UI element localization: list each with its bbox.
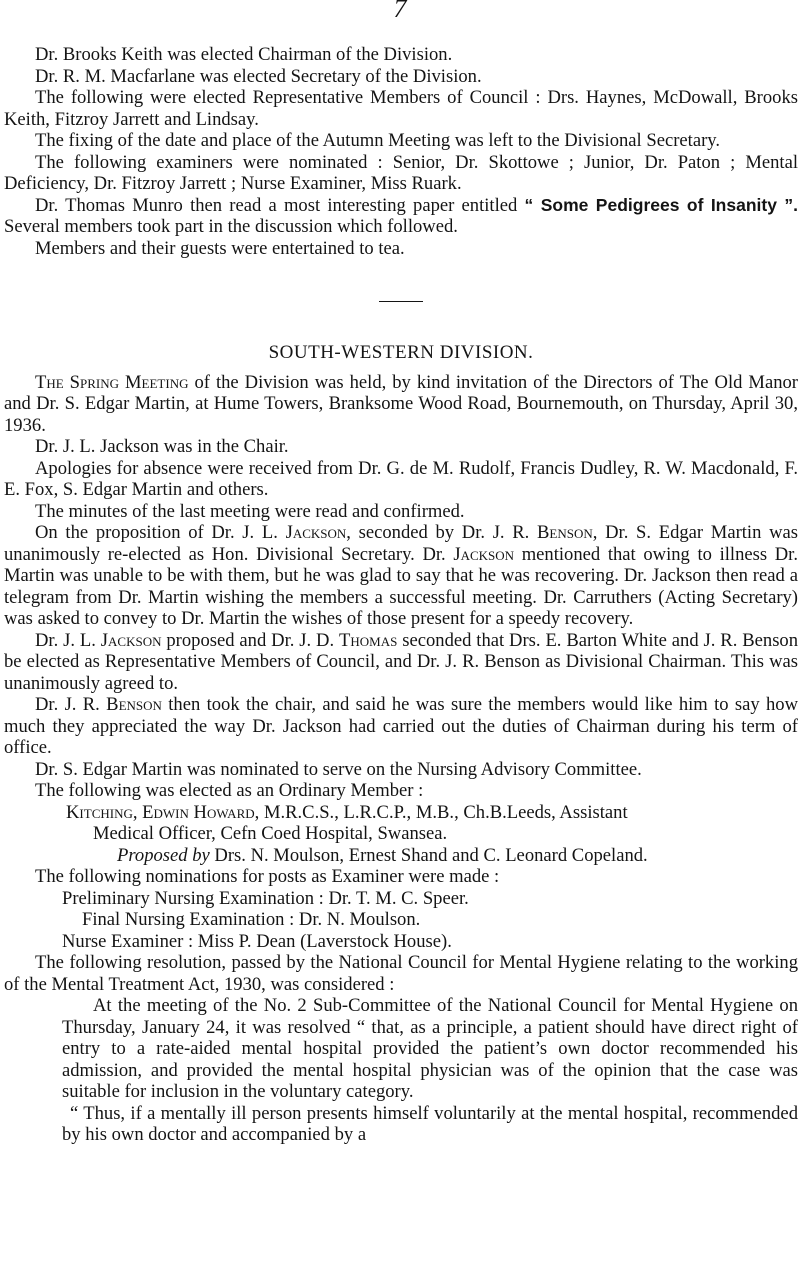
text: seconded that Drs. E. Barton White and J. R. Benson be elected as Representative Members of Council, and Dr. J. R. Benson as Divisional Chairman. This was unanimously agreed to.: [4, 629, 799, 694]
spring-meeting-lead: The Spring Meeting: [35, 371, 189, 393]
text: On the proposition of Dr. J. L.: [35, 522, 286, 543]
name-jackson: Jackson: [285, 522, 347, 543]
member-name: Kitching, Edwin Howard: [66, 801, 255, 823]
paragraph-autumn-meeting: The fixing of the date and place of the Autumn Meeting was left to the Divisional Secretary.: [35, 130, 721, 151]
munro-before: Dr. Thomas Munro then read a most interesting paper entitled: [35, 194, 525, 216]
paragraph-benson-chair: [4, 694, 798, 759]
proposed-by: [4, 845, 798, 867]
text: Dr. J. R.: [35, 694, 107, 715]
paragraph-minutes: The minutes of the last meeting were read and confirmed.: [35, 500, 465, 522]
paragraph-secretary: Dr. R. M. Macfarlane was elected Secretary of the Division.: [35, 65, 482, 87]
member-position: Medical Officer, Cefn Coed Hospital, Swansea.: [93, 823, 448, 844]
section-divider: [379, 301, 423, 302]
text: Dr. J. L.: [35, 629, 101, 651]
name-jackson: Jackson: [100, 629, 162, 651]
name-thomas: Thomas: [339, 629, 398, 651]
paragraph-nursing: Dr. S. Edgar Martin was nominated to serve on the Nursing Advisory Committee.: [35, 758, 642, 780]
paragraph-tea: Members and their guests were entertained to tea.: [35, 237, 405, 259]
munro-after: Several members took part in the discussion which followed.: [4, 216, 458, 237]
page-number: 7: [393, 0, 407, 23]
nomination-item: Nurse Examiner : Miss P. Dean (Laverstock House).: [62, 930, 452, 952]
paper-title: “ Some Pedigrees of Insanity ”.: [524, 194, 798, 215]
text: , Dr. S. Edgar Martin was unanimously re-elected as Hon. Divisional Secretary. Dr.: [4, 522, 798, 565]
paragraph-chair: Dr. J. L. Jackson was in the Chair.: [35, 436, 289, 457]
text: proposed and Dr. J. D.: [161, 629, 340, 651]
nomination-item: Final Nursing Examination : Dr. N. Moulson.: [82, 909, 421, 930]
resolution-quote: [62, 995, 798, 1146]
name-jackson: Jackson: [453, 543, 515, 565]
paragraph-spring-meeting: [4, 372, 798, 437]
proposed-names: Drs. N. Moulson, Ernest Shand and C. Leonard Copeland.: [209, 844, 648, 866]
paragraph-examiners: The following examiners were nominated : Senior, Dr. Skottowe ; Junior, Dr. Paton ; Mental Deficiency, Dr. Fitzroy Jarrett ; Nurse Examiner, Miss Ruark.: [4, 151, 798, 194]
member-entry: [66, 802, 798, 845]
text: mentioned that owing to illness Dr. Martin was unable to be with them, but he was glad to say that he was recovering. Dr. Jackson then read a telegram from Dr. Martin wishing the members a successful meeting. Dr. Carruthers (Acting Secretary) was asked to convey to Dr. Martin the wishes of those present for a speedy recovery.: [4, 543, 798, 629]
paragraph-ordinary-member: The following was elected as an Ordinary Member :: [35, 780, 424, 801]
member-qualifications: , M.R.C.S., L.R.C.P., M.B., Ch.B.Leeds, Assistant: [254, 801, 628, 823]
section-heading: SOUTH-WESTERN DIVISION.: [268, 342, 534, 363]
text: then took the chair, and said he was sure the members would like him to say how much they appreciated the way Dr. Jackson had carried out the duties of Chairman during his term of office.: [4, 694, 799, 758]
spring-meeting-rest: of the Division was held, by kind invitation of the Directors of The Old Manor and Dr. S. Edgar Martin, at Hume Towers, Branksome Wood Road, Bournemouth, on Thursday, April 30, 1936.: [4, 371, 799, 436]
paragraph-chairman: Dr. Brooks Keith was elected Chairman of the Division.: [35, 44, 453, 65]
quote-paragraph: “ Thus, if a mentally ill person presents himself voluntarily at the mental hospital, recommended by his own doctor and accompanied by a: [62, 1102, 798, 1145]
paragraph-nominations: The following nominations for posts as Examiner were made :: [35, 866, 500, 887]
paragraph-munro-paper: [4, 195, 798, 238]
text: , seconded by Dr. J. R.: [346, 522, 538, 543]
paragraph-representatives-sw: [4, 630, 798, 695]
proposed-label: Proposed by: [117, 844, 210, 866]
nomination-item: Preliminary Nursing Examination : Dr. T. M. C. Speer.: [62, 887, 469, 909]
paragraph-apologies: Apologies for absence were received from Dr. G. de M. Rudolf, Francis Dudley, R. W. Macdonald, F. E. Fox, S. Edgar Martin and others.: [4, 457, 798, 500]
paragraph-resolution: The following resolution, passed by the National Council for Mental Hygiene relating to the working of the Mental Treatment Act, 1930, was considered :: [4, 952, 798, 995]
name-benson: Benson: [106, 694, 162, 715]
body-text: [4, 44, 798, 1146]
paragraph-proposition: [4, 522, 798, 630]
quote-paragraph: At the meeting of the No. 2 Sub-Committee of the National Council for Mental Hygiene on Thursday, January 24, it was resolved “ that, as a principle, a patient should have direct right of entry to a rate-aided mental hospital provided the patient’s own doctor recommended his admission, and provided the mental hospital physician was of the opinion that the case was suitable for inclusion in the voluntary category.: [62, 995, 798, 1102]
nominations-list: [4, 888, 798, 953]
paragraph-representatives: The following were elected Representative Members of Council : Drs. Haynes, McDowall, Brooks Keith, Fitzroy Jarrett and Lindsay.: [4, 87, 798, 130]
name-benson: Benson: [537, 522, 593, 543]
